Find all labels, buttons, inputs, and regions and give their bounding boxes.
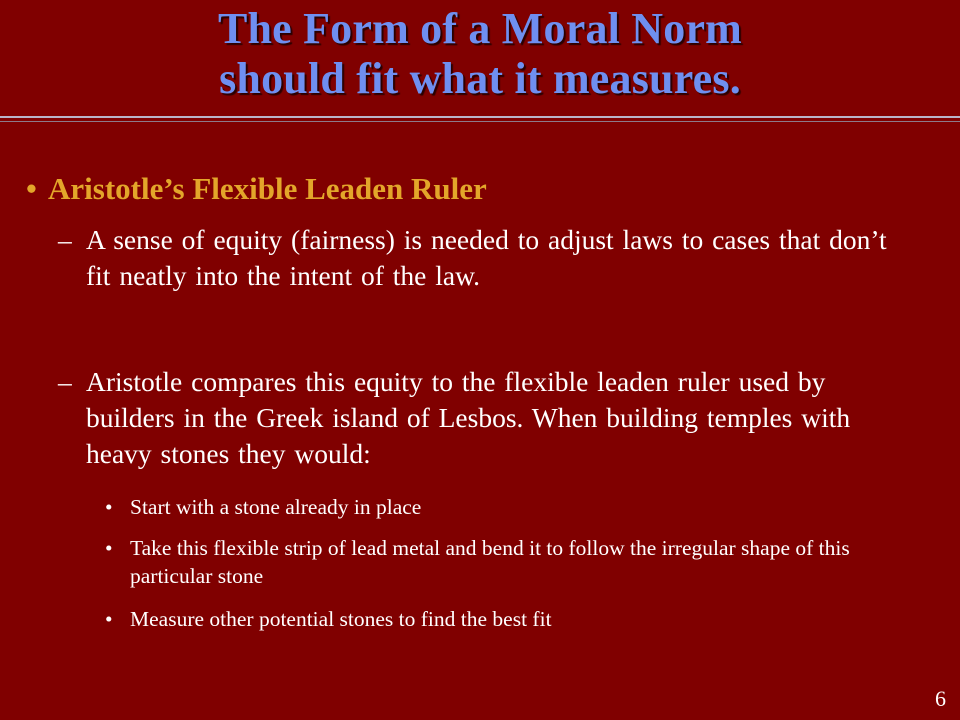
bullet-icon: • bbox=[105, 495, 113, 519]
sub-point-leaden-ruler bbox=[58, 364, 918, 472]
dash-icon: – bbox=[58, 366, 72, 397]
step-item bbox=[105, 493, 905, 521]
step-item bbox=[105, 534, 905, 590]
dash-icon: – bbox=[58, 224, 72, 255]
step-text: Start with a stone already in place bbox=[130, 495, 422, 519]
bullet-icon: • bbox=[105, 536, 113, 560]
slide-title bbox=[0, 4, 960, 104]
title-divider-shadow bbox=[0, 121, 960, 122]
heading-bullet-text: Aristotle’s Flexible Leaden Ruler bbox=[48, 171, 487, 206]
sub-point-equity bbox=[58, 222, 918, 294]
title-divider bbox=[0, 116, 960, 118]
sub-point-text: A sense of equity (fairness) is needed to adjust laws to cases that don’t fit neatly into the intent of the law. bbox=[86, 224, 887, 291]
page-number: 6 bbox=[935, 686, 946, 711]
sub-point-text: Aristotle compares this equity to the flexible leaden ruler used by builders in the Greek island of Lesbos. When building temples with heavy stones they would: bbox=[86, 366, 851, 469]
bullet-icon: • bbox=[105, 607, 113, 631]
title-line-1: The Form of a Moral Norm bbox=[217, 4, 743, 53]
step-text: Measure other potential stones to find the best fit bbox=[130, 607, 552, 631]
step-item bbox=[105, 605, 905, 633]
heading-bullet bbox=[26, 170, 926, 208]
title-line-2: should fit what it measures. bbox=[219, 54, 741, 103]
bullet-icon: • bbox=[26, 171, 37, 206]
step-text: Take this flexible strip of lead metal and bend it to follow the irregular shape of this particular stone bbox=[130, 536, 850, 588]
